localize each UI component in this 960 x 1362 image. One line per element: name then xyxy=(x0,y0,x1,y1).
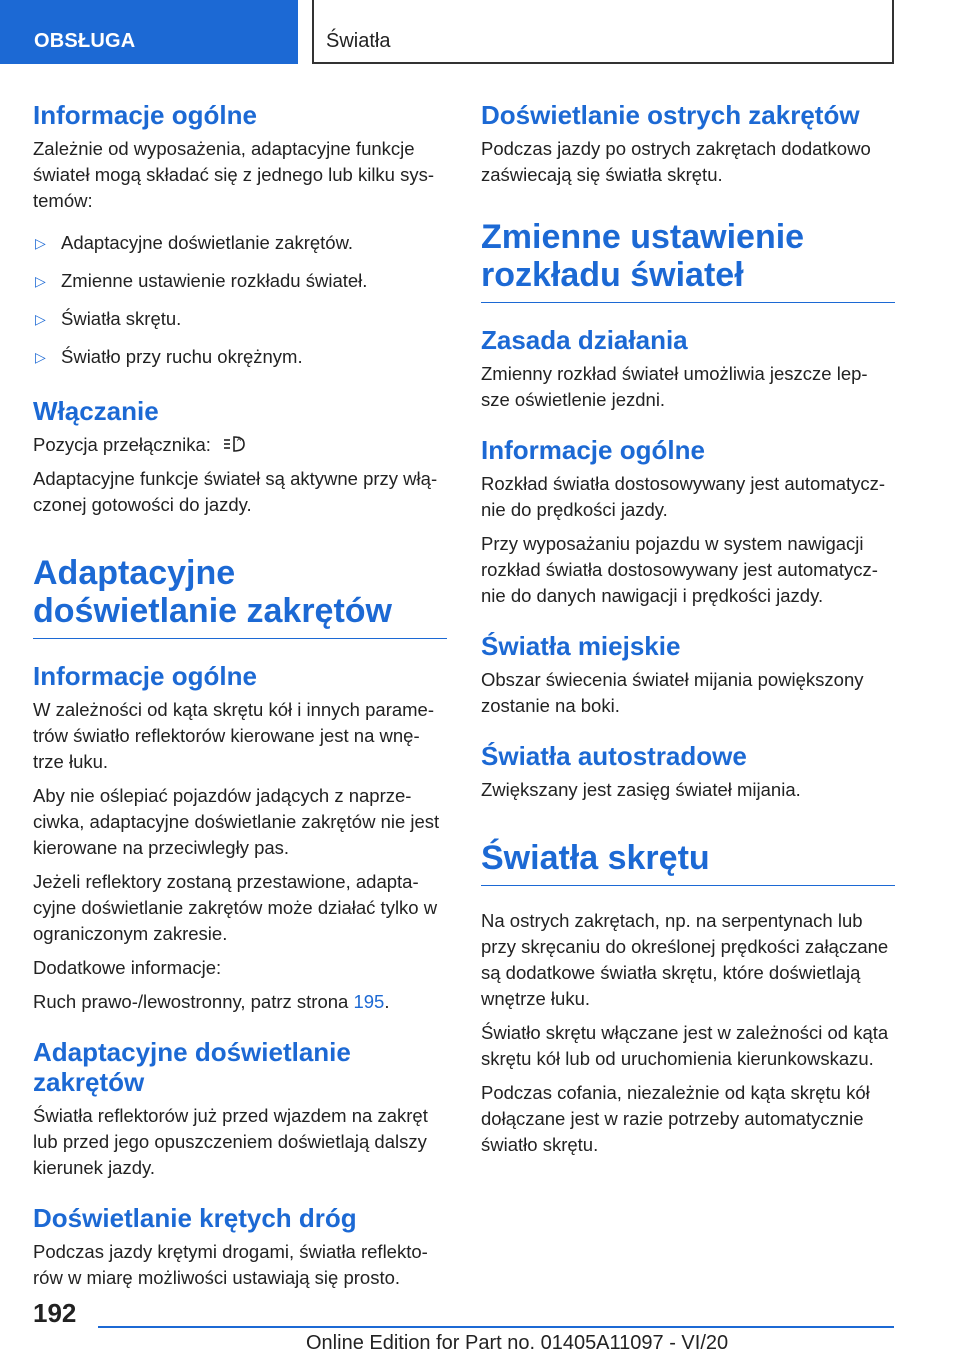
heading-winding-roads: Doświetlanie krętych dróg xyxy=(33,1203,357,1233)
heading-turning-lights: Światła skrętu xyxy=(481,839,895,886)
heading-principle: Zasada działania xyxy=(481,325,688,355)
heading-highway-lights: Światła autostradowe xyxy=(481,741,747,771)
paragraph: Zależnie od wyposażenia, adaptacyjne funkcje świateł mogą składać się z jednego lub kilku sys-temów: xyxy=(33,138,435,211)
paragraph: Światło skrętu włączane jest w zależności od kąta skrętu kół lub od uruchomienia kierunkowskazu. xyxy=(481,1022,889,1069)
list-item: ▷ Światło przy ruchu okrężnym. xyxy=(33,344,447,370)
heading-general-info: Informacje ogólne xyxy=(481,435,705,465)
paragraph: Adaptacyjne funkcje świateł są aktywne przy włą-czonej gotowości do jazdy. xyxy=(33,468,438,515)
paragraph: Podczas jazdy po ostrych zakrętach dodatkowo zaświecają się światła skrętu. xyxy=(481,138,871,185)
triangle-bullet-icon: ▷ xyxy=(35,235,46,251)
page-number: 192 xyxy=(33,1298,77,1328)
heading-sharp-corners: Doświetlanie ostrych zakrętów xyxy=(481,100,860,130)
paragraph: Rozkład światła dostosowywany jest automatycz-nie do prędkości jazdy. xyxy=(481,473,886,520)
svg-text:A: A xyxy=(237,436,242,443)
paragraph: Na ostrych zakrętach, np. na serpentynach lub przy skręcaniu do określonej prędkości załączane są dodatkowe światła skrętu, które doświetlają wnętrze łuku. xyxy=(481,910,889,1009)
page-link[interactable]: 195 xyxy=(353,991,385,1012)
paragraph: Aby nie oślepiać pojazdów jadących z naprze-ciwka, adaptacyjne doświetlanie zakrętów nie jest kierowane na przeciwległy pas. xyxy=(33,785,440,858)
footer-divider xyxy=(98,1326,894,1328)
heading-switching-on: Włączanie xyxy=(33,396,159,426)
chapter-tab xyxy=(312,0,894,64)
list-item: ▷ Zmienne ustawienie rozkładu świateł. xyxy=(33,268,447,294)
paragraph: Przy wyposażaniu pojazdu w system nawigacji rozkład światła dostosowywany jest automatycz-nie do danych nawigacji i prędkości jazdy. xyxy=(481,533,878,606)
paragraph: Obszar świecenia świateł mijania powiększony zostanie na boki. xyxy=(481,669,864,716)
paragraph: W zależności od kąta skrętu kół i innych parame-trów światło reflektorów kierowane jest na wnę-trze łuku. xyxy=(33,699,435,772)
heading-adaptive-cornering-sub: Adaptacyjne doświetlanie zakrętów xyxy=(33,1037,351,1097)
paragraph-switch-position: Pozycja przełącznika: A xyxy=(33,432,447,458)
triangle-bullet-icon: ▷ xyxy=(35,273,46,289)
list-item: ▷ Światła skrętu. xyxy=(33,306,447,332)
chapter-label: Światła xyxy=(326,30,391,52)
right-column xyxy=(481,100,895,1166)
auto-light-icon xyxy=(222,433,248,455)
triangle-bullet-icon: ▷ xyxy=(35,311,46,327)
heading-variable-light-distribution: Zmienne ustawienie rozkładu świateł xyxy=(481,218,895,303)
paragraph: Podczas jazdy krętymi drogami, światła reflekto-rów w miarę możliwości ustawiają się prosto. xyxy=(33,1241,428,1288)
edition-footer: Online Edition for Part no. 01405A11097 - VI/20 xyxy=(306,1332,729,1354)
paragraph: Jeżeli reflektory zostaną przestawione, adapta-cyjne doświetlanie zakrętów może działać tylko w ograniczonym zakresie. xyxy=(33,871,438,944)
paragraph: Podczas cofania, niezależnie od kąta skrętu kół dołączane jest w razie potrzeby automatycznie światło skrętu. xyxy=(481,1082,870,1155)
function-list xyxy=(33,230,447,370)
paragraph: Światła reflektorów już przed wjazdem na zakręt lub przed jego opuszczeniem doświetlają dalszy kierunek jazdy. xyxy=(33,1105,428,1178)
paragraph: Zmienny rozkład świateł umożliwia jeszcze lep-sze oświetlenie jezdni. xyxy=(481,363,868,410)
left-column xyxy=(33,100,447,1299)
paragraph-traffic-ref: Ruch prawo-/lewostronny, patrz strona 195. xyxy=(33,991,390,1012)
triangle-bullet-icon: ▷ xyxy=(35,349,46,365)
heading-general-info: Informacje ogólne xyxy=(33,661,257,691)
heading-general-info: Informacje ogólne xyxy=(33,100,257,130)
heading-adaptive-cornering: Adaptacyjne doświetlanie zakrętów xyxy=(33,554,447,639)
paragraph: Zwiększany jest zasięg świateł mijania. xyxy=(481,779,801,800)
paragraph: Dodatkowe informacje: xyxy=(33,957,222,978)
section-label: OBSŁUGA xyxy=(34,30,136,52)
section-tab xyxy=(0,0,298,64)
heading-city-lights: Światła miejskie xyxy=(481,631,681,661)
list-item: ▷ Adaptacyjne doświetlanie zakrętów. xyxy=(33,230,447,256)
